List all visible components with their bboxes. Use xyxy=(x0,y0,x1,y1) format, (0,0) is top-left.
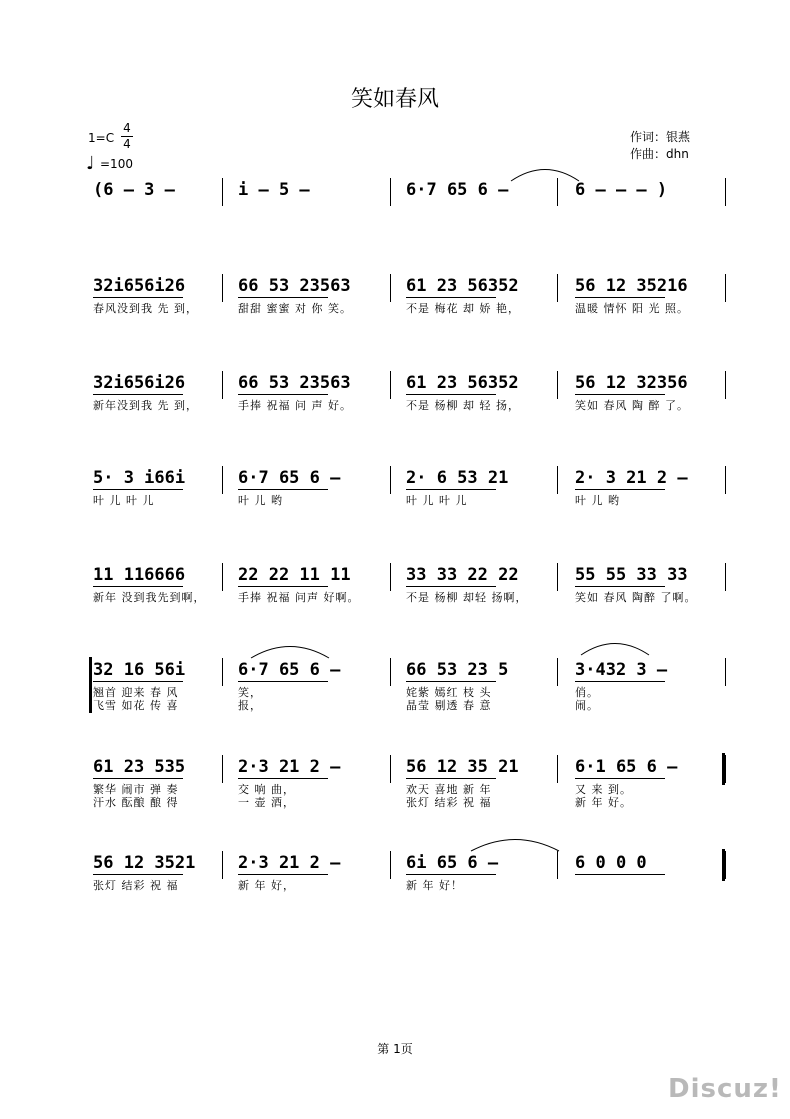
bar-line xyxy=(390,658,391,686)
beam-line xyxy=(406,681,496,682)
beam-line xyxy=(93,778,183,779)
measure-notes: 66 53 23563 xyxy=(238,373,351,393)
measure-lyrics-verse2: 闹。 xyxy=(575,699,599,712)
beam-line xyxy=(575,394,665,395)
measure-notes: 6 – – – ) xyxy=(575,180,668,200)
bar-line xyxy=(725,851,726,879)
measure-lyrics: 姹紫 嫣红 枝 头 xyxy=(406,686,492,699)
bar-line xyxy=(390,851,391,879)
time-signature xyxy=(121,121,133,152)
measure-lyrics-verse2: 报， xyxy=(238,699,262,712)
measure-lyrics: 春风没到我 先 到， xyxy=(93,302,198,315)
time-signature-bottom: 4 xyxy=(121,136,133,152)
song-title: 笑如春风 xyxy=(350,87,439,112)
beam-line xyxy=(406,297,496,298)
beam-line xyxy=(238,489,328,490)
measure-notes: 6 0 0 0 xyxy=(575,853,647,873)
measure-lyrics: 笑， xyxy=(238,686,262,699)
composer-credit: 作曲：dhn xyxy=(630,147,689,161)
key-signature: 1=C xyxy=(88,131,115,145)
beam-line xyxy=(93,874,183,875)
measure-notes: 32i656i26 xyxy=(93,276,186,296)
bar-line xyxy=(222,466,223,494)
beam-line xyxy=(93,586,183,587)
bar-line xyxy=(557,563,558,591)
measure-lyrics: 翘首 迎来 春 风 xyxy=(93,686,179,699)
measure-lyrics: 俏。 xyxy=(575,686,599,699)
measure-notes: 33 33 22 22 xyxy=(406,565,519,585)
measure-lyrics: 笑如 春风 陶醉 了啊。 xyxy=(575,591,697,604)
beam-line xyxy=(575,681,665,682)
measure-lyrics-verse2: 汗水 酝酿 酿 得 xyxy=(93,796,179,809)
measure-lyrics: 叶 儿 哟 xyxy=(575,494,620,507)
bar-line xyxy=(725,755,726,783)
bar-line xyxy=(222,658,223,686)
measure-lyrics: 张灯 结彩 祝 福 xyxy=(93,879,179,892)
measure-notes: 6·7 65 6 – xyxy=(238,660,341,680)
measure-lyrics: 温暖 情怀 阳 光 照。 xyxy=(575,302,689,315)
measure-notes: 2· 6 53 21 xyxy=(406,468,509,488)
tempo-mark: =100 xyxy=(100,157,133,171)
beam-line xyxy=(406,778,496,779)
measure-notes: 61 23 56352 xyxy=(406,373,519,393)
measure-lyrics-verse2: 张灯 结彩 祝 福 xyxy=(406,796,492,809)
bar-line xyxy=(390,466,391,494)
bar-line xyxy=(557,851,558,879)
measure-notes: (6 – 3 – xyxy=(93,180,175,200)
page-number: 第 1页 xyxy=(377,1042,413,1056)
measure-lyrics: 叶 儿 叶 儿 xyxy=(93,494,155,507)
measure-notes: 6·7 65 6 – xyxy=(238,468,341,488)
measure-notes: 55 55 33 33 xyxy=(575,565,688,585)
beam-line xyxy=(238,297,328,298)
measure-lyrics: 欢天 喜地 新 年 xyxy=(406,783,492,796)
beam-line xyxy=(575,778,665,779)
measure-notes: 66 53 23563 xyxy=(238,276,351,296)
beam-line xyxy=(93,297,183,298)
measure-notes: 56 12 3521 xyxy=(93,853,196,873)
measure-lyrics: 叶 儿 哟 xyxy=(238,494,283,507)
measure-lyrics-verse2: 一 壶 酒， xyxy=(238,796,295,809)
bar-line xyxy=(222,563,223,591)
measure-notes: 56 12 35 21 xyxy=(406,757,519,777)
measure-notes: 6i 65 6 – xyxy=(406,853,499,873)
slur-arc xyxy=(580,640,650,656)
quarter-note-icon: ♩ xyxy=(86,153,95,174)
beam-line xyxy=(406,874,496,875)
beam-line xyxy=(575,586,665,587)
measure-lyrics: 繁华 闹市 弹 奏 xyxy=(93,783,179,796)
bar-line xyxy=(390,274,391,302)
bar-line xyxy=(725,563,726,591)
measure-notes: 56 12 32356 xyxy=(575,373,688,393)
beam-line xyxy=(406,586,496,587)
bar-line xyxy=(557,178,558,206)
measure-notes: 6·7 65 6 – xyxy=(406,180,509,200)
measure-notes: 2· 3 21 2 – xyxy=(575,468,688,488)
measure-lyrics: 新年没到我 先 到， xyxy=(93,399,198,412)
bar-line xyxy=(557,274,558,302)
slur-arc xyxy=(250,643,330,659)
beam-line xyxy=(238,778,328,779)
beam-line xyxy=(238,394,328,395)
time-signature-top: 4 xyxy=(123,121,131,135)
bar-line xyxy=(725,274,726,302)
measure-notes: 61 23 56352 xyxy=(406,276,519,296)
beam-line xyxy=(575,874,665,875)
bar-line xyxy=(390,755,391,783)
beam-line xyxy=(575,297,665,298)
final-bar xyxy=(722,849,725,881)
measure-notes: 11 116666 xyxy=(93,565,186,585)
bar-line xyxy=(222,178,223,206)
beam-line xyxy=(238,874,328,875)
measure-lyrics: 交 响 曲， xyxy=(238,783,295,796)
measure-lyrics-verse2: 新 年 好。 xyxy=(575,796,632,809)
bar-line xyxy=(222,274,223,302)
beam-line xyxy=(238,681,328,682)
measure-lyrics: 又 来 到。 xyxy=(575,783,632,796)
repeat-start-bar xyxy=(89,657,92,713)
measure-notes: 32i656i26 xyxy=(93,373,186,393)
measure-notes: 3·432 3 – xyxy=(575,660,668,680)
bar-line xyxy=(725,466,726,494)
bar-line xyxy=(390,563,391,591)
measure-lyrics: 手捧 祝福 问 声 好。 xyxy=(238,399,352,412)
lyricist-credit: 作词：银燕 xyxy=(630,130,691,144)
beam-line xyxy=(575,489,665,490)
watermark: Discuz! xyxy=(668,1074,782,1104)
measure-lyrics: 新年 没到我先到啊， xyxy=(93,591,206,604)
measure-notes: 2·3 21 2 – xyxy=(238,853,341,873)
measure-notes: 61 23 535 xyxy=(93,757,186,777)
bar-line xyxy=(390,371,391,399)
bar-line xyxy=(725,371,726,399)
bar-line xyxy=(557,466,558,494)
beam-line xyxy=(93,681,183,682)
measure-notes: i – 5 – xyxy=(238,180,310,200)
measure-lyrics: 笑如 春风 陶 醉 了。 xyxy=(575,399,689,412)
measure-lyrics: 新 年 好， xyxy=(238,879,295,892)
measure-notes: 22 22 11 11 xyxy=(238,565,351,585)
measure-notes: 32 16 56i xyxy=(93,660,186,680)
bar-line xyxy=(557,658,558,686)
bar-line xyxy=(390,178,391,206)
bar-line xyxy=(222,851,223,879)
bar-line xyxy=(725,658,726,686)
bar-line xyxy=(222,371,223,399)
bar-line xyxy=(725,178,726,206)
slur-arc xyxy=(470,836,560,852)
beam-line xyxy=(238,586,328,587)
measure-notes: 6·1 65 6 – xyxy=(575,757,678,777)
measure-lyrics: 不是 梅花 却 娇 艳， xyxy=(406,302,520,315)
beam-line xyxy=(406,394,496,395)
measure-notes: 66 53 23 5 xyxy=(406,660,509,680)
beam-line xyxy=(93,394,183,395)
measure-lyrics: 叶 儿 叶 儿 xyxy=(406,494,468,507)
beam-line xyxy=(93,489,183,490)
measure-lyrics: 手捧 祝福 问声 好啊。 xyxy=(238,591,360,604)
bar-line xyxy=(557,371,558,399)
repeat-end-bar xyxy=(722,753,725,785)
measure-lyrics-verse2: 飞雪 如花 传 喜 xyxy=(93,699,179,712)
measure-lyrics: 甜甜 蜜蜜 对 你 笑。 xyxy=(238,302,352,315)
bar-line xyxy=(557,755,558,783)
measure-lyrics: 不是 杨柳 却轻 扬啊， xyxy=(406,591,528,604)
measure-lyrics: 新 年 好！ xyxy=(406,879,463,892)
measure-notes: 56 12 35216 xyxy=(575,276,688,296)
measure-notes: 2·3 21 2 – xyxy=(238,757,341,777)
measure-lyrics: 不是 杨柳 却 轻 扬， xyxy=(406,399,520,412)
bar-line xyxy=(222,755,223,783)
slur-arc xyxy=(510,166,580,182)
measure-lyrics-verse2: 晶莹 剔透 春 意 xyxy=(406,699,492,712)
beam-line xyxy=(406,489,496,490)
measure-notes: 5· 3 i66i xyxy=(93,468,186,488)
